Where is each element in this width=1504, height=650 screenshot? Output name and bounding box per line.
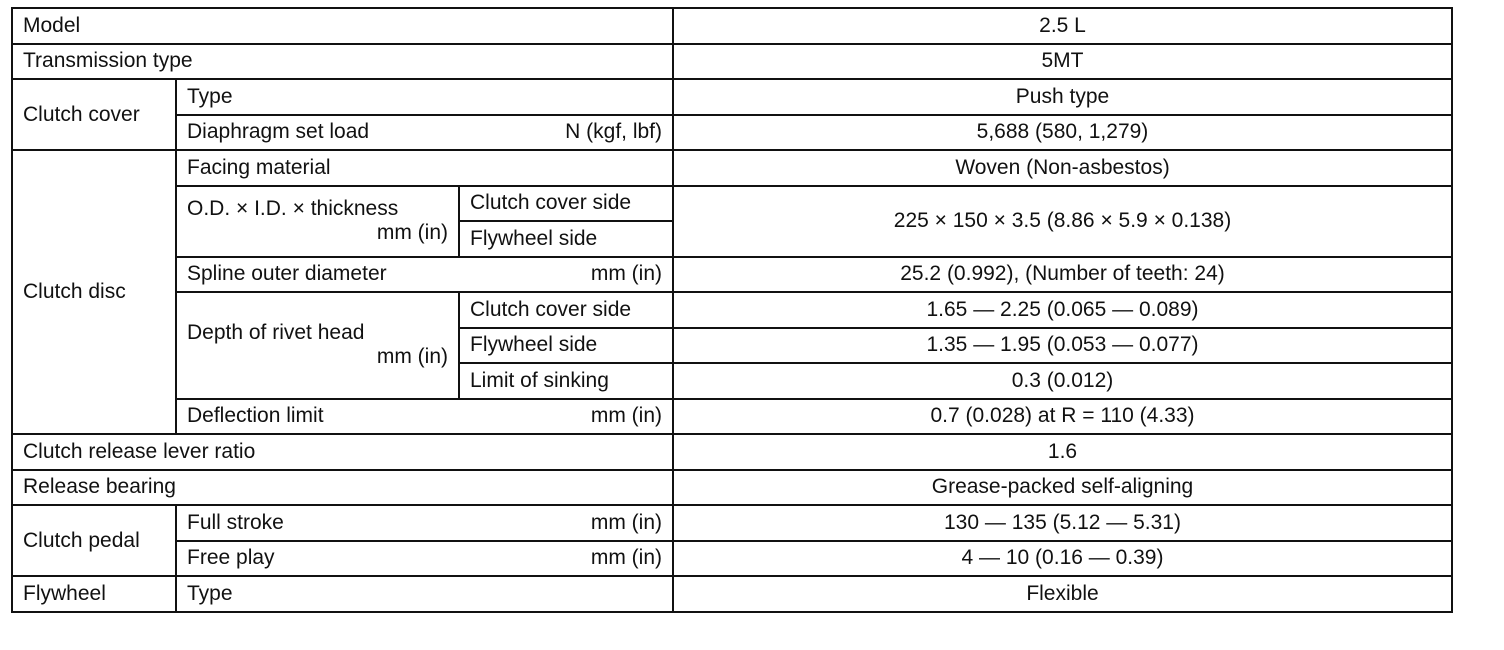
diaphragm-set-load-value: 5,688 (580, 1,279): [673, 115, 1452, 151]
dimensions-label: O.D. × I.D. × thickness: [187, 197, 399, 220]
facing-material-value: Woven (Non-asbestos): [673, 150, 1452, 186]
dimensions-cover-side-label: Clutch cover side: [459, 186, 673, 222]
full-stroke-cell: [176, 505, 673, 541]
table-row: [12, 186, 1452, 222]
rivet-cover-side-label: Clutch cover side: [459, 292, 673, 328]
table-row: [12, 150, 1452, 186]
rivet-head-cell: [176, 292, 459, 399]
deflection-cell: [176, 399, 673, 435]
table-row: [12, 541, 1452, 577]
clutch-pedal-label: Clutch pedal: [12, 505, 176, 576]
release-bearing-value: Grease-packed self-aligning: [673, 470, 1452, 506]
clutch-cover-label: Clutch cover: [12, 79, 176, 150]
diaphragm-set-load-label: Diaphragm set load: [187, 120, 370, 144]
rivet-cover-side-value: 1.65 — 2.25 (0.065 — 0.089): [673, 292, 1452, 328]
deflection-value: 0.7 (0.028) at R = 110 (4.33): [673, 399, 1452, 435]
rivet-limit-label: Limit of sinking: [459, 363, 673, 399]
deflection-unit: mm (in): [590, 404, 662, 428]
table-row: [12, 44, 1452, 80]
diaphragm-set-load-unit: N (kgf, lbf): [565, 120, 662, 144]
facing-material-label: Facing material: [176, 150, 673, 186]
flywheel-type-label: Type: [176, 576, 673, 612]
spline-cell: [176, 257, 673, 293]
table-row: [12, 505, 1452, 541]
spline-label: Spline outer diameter: [187, 262, 387, 286]
clutch-cover-type-label: Type: [176, 79, 673, 115]
clutch-cover-type-value: Push type: [673, 79, 1452, 115]
table-row: [12, 470, 1452, 506]
full-stroke-unit: mm (in): [590, 510, 662, 534]
table-row: [12, 79, 1452, 115]
free-play-value: 4 — 10 (0.16 — 0.39): [673, 541, 1452, 577]
rivet-limit-value: 0.3 (0.012): [673, 363, 1452, 399]
spline-value: 25.2 (0.992), (Number of teeth: 24): [673, 257, 1452, 293]
model-label: Model: [12, 8, 673, 44]
rivet-head-label: Depth of rivet head: [187, 321, 365, 345]
model-value: 2.5 L: [673, 8, 1452, 44]
free-play-unit: mm (in): [590, 546, 662, 570]
transmission-type-value: 5MT: [673, 44, 1452, 80]
table-row: [12, 292, 1452, 328]
full-stroke-value: 130 — 135 (5.12 — 5.31): [673, 505, 1452, 541]
rivet-head-unit: mm (in): [376, 345, 448, 369]
rivet-flywheel-side-value: 1.35 — 1.95 (0.053 — 0.077): [673, 328, 1452, 364]
dimensions-unit: mm (in): [376, 221, 448, 244]
table-row: [12, 115, 1452, 151]
flywheel-label: Flywheel: [12, 576, 176, 612]
free-play-cell: [176, 541, 673, 577]
transmission-type-label: Transmission type: [12, 44, 673, 80]
table-row: [12, 257, 1452, 293]
deflection-label: Deflection limit: [187, 404, 324, 428]
rivet-flywheel-side-label: Flywheel side: [459, 328, 673, 364]
lever-ratio-value: 1.6: [673, 434, 1452, 470]
table-row: [12, 399, 1452, 435]
table-row: [12, 434, 1452, 470]
spline-unit: mm (in): [590, 262, 662, 286]
dimensions-cell: [176, 186, 459, 257]
dimensions-value: 225 × 150 × 3.5 (8.86 × 5.9 × 0.138): [673, 186, 1452, 257]
dimensions-flywheel-side-label: Flywheel side: [459, 221, 673, 257]
diaphragm-set-load-cell: [176, 115, 673, 151]
full-stroke-label: Full stroke: [187, 510, 284, 534]
clutch-spec-table: [11, 7, 1453, 613]
free-play-label: Free play: [187, 546, 275, 570]
clutch-disc-label: Clutch disc: [12, 150, 176, 434]
table-row: [12, 576, 1452, 612]
lever-ratio-label: Clutch release lever ratio: [12, 434, 673, 470]
flywheel-type-value: Flexible: [673, 576, 1452, 612]
table-row: [12, 8, 1452, 44]
release-bearing-label: Release bearing: [12, 470, 673, 506]
